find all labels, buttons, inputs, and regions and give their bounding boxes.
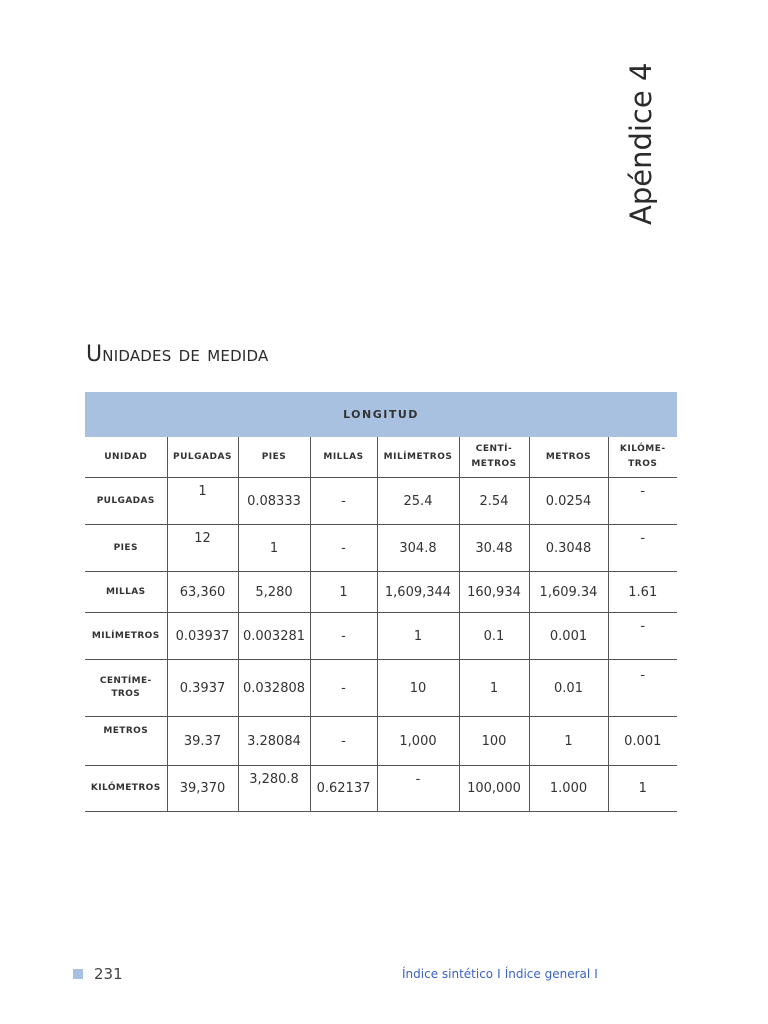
header-cell: KILÓME- TROS [608,437,677,478]
table-cell: 39.37 [167,717,238,766]
table-cell: 1 [310,572,377,613]
table-row [85,660,677,717]
header-cell: UNIDAD [85,437,167,478]
table-header-row [85,437,677,478]
synthetic-index-link[interactable]: Índice sintético [402,967,494,981]
table-row [85,525,677,572]
table-cell: 0.1 [459,613,529,660]
table-cell: 25.4 [377,478,459,525]
table-cell: 1 [377,613,459,660]
footer-separator: I [594,967,598,981]
table-cell: 39,370 [167,766,238,812]
table-cell: 0.08333 [238,478,310,525]
page-number: 231 [94,965,123,983]
table-row [85,572,677,613]
table-row [85,766,677,812]
table-cell: 1,609.34 [529,572,608,613]
table-cell: 100,000 [459,766,529,812]
table-cell: 1 [167,478,238,525]
length-units-table [85,392,677,812]
table-cell: 1 [608,766,677,812]
table-cell: 12 [167,525,238,572]
table-cell: 2.54 [459,478,529,525]
table-cell: 0.3937 [167,660,238,717]
table-cell: 10 [377,660,459,717]
table-cell: 3.28084 [238,717,310,766]
table-cell: 0.032808 [238,660,310,717]
appendix-title: Apéndice 4 [624,62,658,225]
table-cell: - [608,478,677,525]
table-row [85,717,677,766]
table-cell: 1 [529,717,608,766]
table-cell: 0.03937 [167,613,238,660]
header-cell: PULGADAS [167,437,238,478]
table-cell: 0.62137 [310,766,377,812]
footer-separator: I [497,967,501,981]
footer-square-icon [73,969,83,979]
row-label: KILÓMETROS [85,766,167,812]
table-cell: 0.3048 [529,525,608,572]
row-label: CENTÍME- TROS [85,660,167,717]
table-cell: 0.001 [608,717,677,766]
table-cell: - [310,478,377,525]
units-table-container [85,392,677,812]
table-cell: 1 [459,660,529,717]
table-cell: 160,934 [459,572,529,613]
table-cell: 1 [238,525,310,572]
table-cell: - [310,717,377,766]
table-cell: 30.48 [459,525,529,572]
table-cell: 1.000 [529,766,608,812]
table-row [85,613,677,660]
table-cell: 3,280.8 [238,766,310,812]
table-cell: - [608,660,677,717]
header-cell: METROS [529,437,608,478]
header-cell: MILLAS [310,437,377,478]
row-label: PIES [85,525,167,572]
table-row [85,478,677,525]
table-cell: - [608,525,677,572]
table-body [85,437,677,812]
row-label: METROS [85,717,167,766]
header-cell: MILÍMETROS [377,437,459,478]
table-cell: 1.61 [608,572,677,613]
table-cell: - [310,613,377,660]
row-label: PULGADAS [85,478,167,525]
table-cell: 0.0254 [529,478,608,525]
table-cell: 0.003281 [238,613,310,660]
table-cell: - [377,766,459,812]
table-cell: - [310,660,377,717]
table-cell: 1,000 [377,717,459,766]
table-cell: 0.001 [529,613,608,660]
table-cell: - [608,613,677,660]
table-cell: 100 [459,717,529,766]
table-cell: 0.01 [529,660,608,717]
table-cell: 1,609,344 [377,572,459,613]
row-label: MILLAS [85,572,167,613]
header-cell: PIES [238,437,310,478]
table-cell: 63,360 [167,572,238,613]
table-cell: 304.8 [377,525,459,572]
footer-nav [402,967,602,981]
table-banner: LONGITUD [85,392,677,437]
row-label: MILÍMETROS [85,613,167,660]
general-index-link[interactable]: Índice general [504,967,591,981]
header-cell: CENTÍ- METROS [459,437,529,478]
section-title: Unidades de medida [86,342,269,367]
table-cell: - [310,525,377,572]
table-cell: 5,280 [238,572,310,613]
